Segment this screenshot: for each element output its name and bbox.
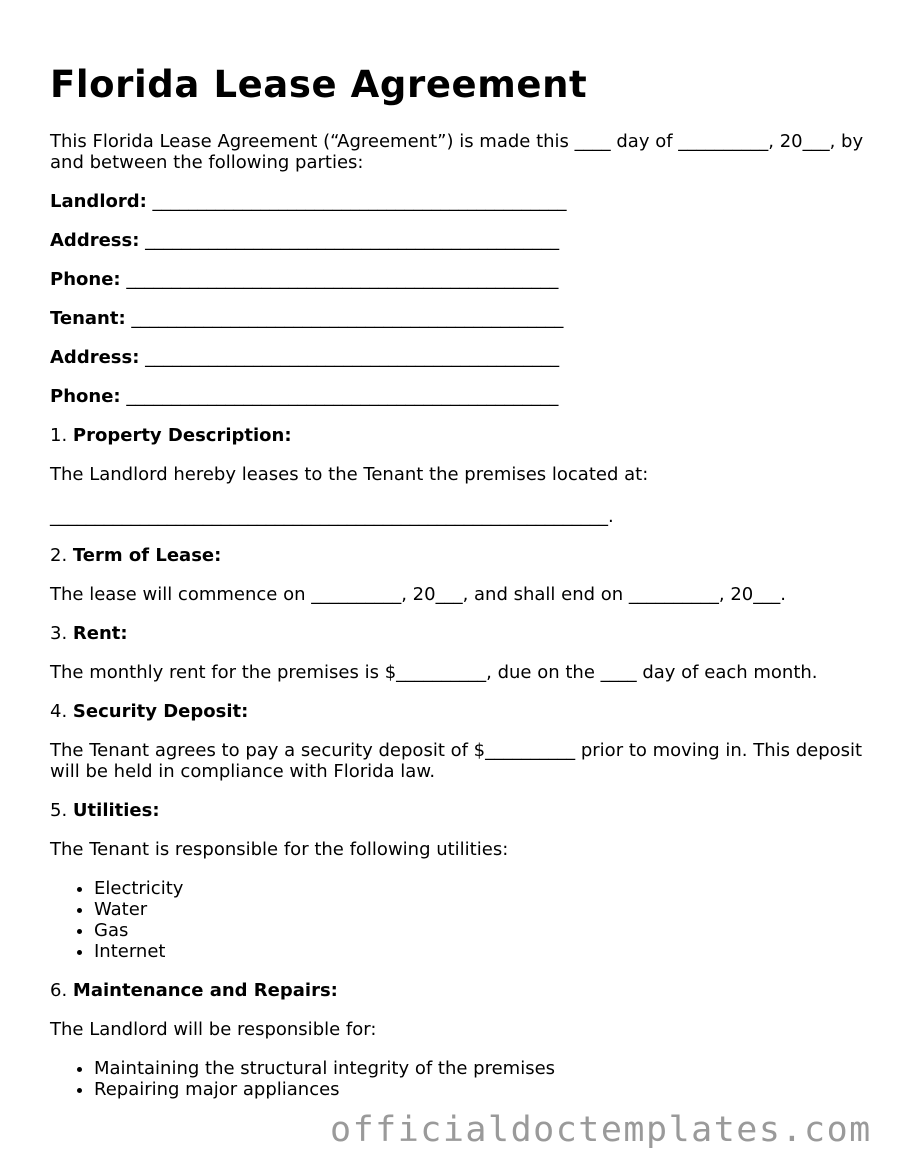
intro-paragraph: This Florida Lease Agreement (“Agreement”) is made this ____ day of __________, 20___, by and between the following parties: — [50, 131, 864, 173]
field-blank: ________________________________________________ — [125, 308, 564, 329]
list-item: • Gas — [94, 920, 870, 941]
section-title: Maintenance and Repairs: — [72, 980, 338, 1001]
field-blank: ________________________________________________ — [120, 269, 559, 290]
utilities-list — [50, 878, 870, 962]
section-heading — [50, 701, 870, 722]
section-heading — [50, 980, 870, 1001]
section-number: 5. — [50, 800, 68, 821]
list-item: • Water — [94, 899, 870, 920]
list-item: • Internet — [94, 941, 870, 962]
field-label: Address: — [50, 347, 140, 368]
document-page — [50, 62, 870, 1100]
section-title: Utilities: — [72, 800, 160, 821]
section-heading — [50, 425, 870, 446]
document-title: Florida Lease Agreement — [50, 63, 588, 106]
field-blank: ______________________________________________ — [146, 191, 567, 212]
section-title: Rent: — [72, 623, 128, 644]
list-item: • Repairing major appliances — [94, 1079, 870, 1100]
field-label: Address: — [50, 230, 140, 251]
section-text: The lease will commence on __________, 20___, and shall end on __________, 20___. — [50, 584, 786, 605]
field-blank: ______________________________________________ — [139, 230, 560, 251]
list-item: • Electricity — [94, 878, 870, 899]
section-heading — [50, 800, 870, 821]
section-title: Security Deposit: — [72, 701, 249, 722]
field-label: Tenant: — [50, 308, 126, 329]
section-text: The Tenant is responsible for the following utilities: — [50, 839, 509, 860]
section-text: The Landlord hereby leases to the Tenant the premises located at: — [50, 464, 649, 485]
field-label: Phone: — [50, 269, 121, 290]
section-heading — [50, 623, 870, 644]
watermark: officialdoctemplates.com — [330, 1110, 872, 1150]
section-number: 3. — [50, 623, 68, 644]
maintenance-list — [50, 1058, 870, 1100]
section-heading — [50, 545, 870, 566]
field-label: Phone: — [50, 386, 121, 407]
tenant-address-field — [50, 347, 870, 368]
landlord-address-field — [50, 230, 870, 251]
section-number: 6. — [50, 980, 68, 1001]
list-item: • Maintaining the structural integrity of the premises — [94, 1058, 870, 1079]
field-blank: ________________________________________________ — [120, 386, 559, 407]
section-text: The Landlord will be responsible for: — [50, 1019, 377, 1040]
landlord-phone-field — [50, 269, 870, 290]
landlord-field — [50, 191, 870, 212]
section-text: The monthly rent for the premises is $__________, due on the ____ day of each month. — [50, 662, 818, 683]
field-blank: ______________________________________________ — [139, 347, 560, 368]
section-title: Property Description: — [72, 425, 292, 446]
section-number: 2. — [50, 545, 68, 566]
section-number: 4. — [50, 701, 68, 722]
section-number: 1. — [50, 425, 68, 446]
tenant-field — [50, 308, 870, 329]
section-text: The Tenant agrees to pay a security deposit of $__________ prior to moving in. This deposit will be held in compliance with Florida law. — [50, 740, 863, 782]
address-blank-line: ______________________________________________________________. — [50, 506, 614, 527]
tenant-phone-field — [50, 386, 870, 407]
field-label: Landlord: — [50, 191, 147, 212]
section-title: Term of Lease: — [72, 545, 222, 566]
